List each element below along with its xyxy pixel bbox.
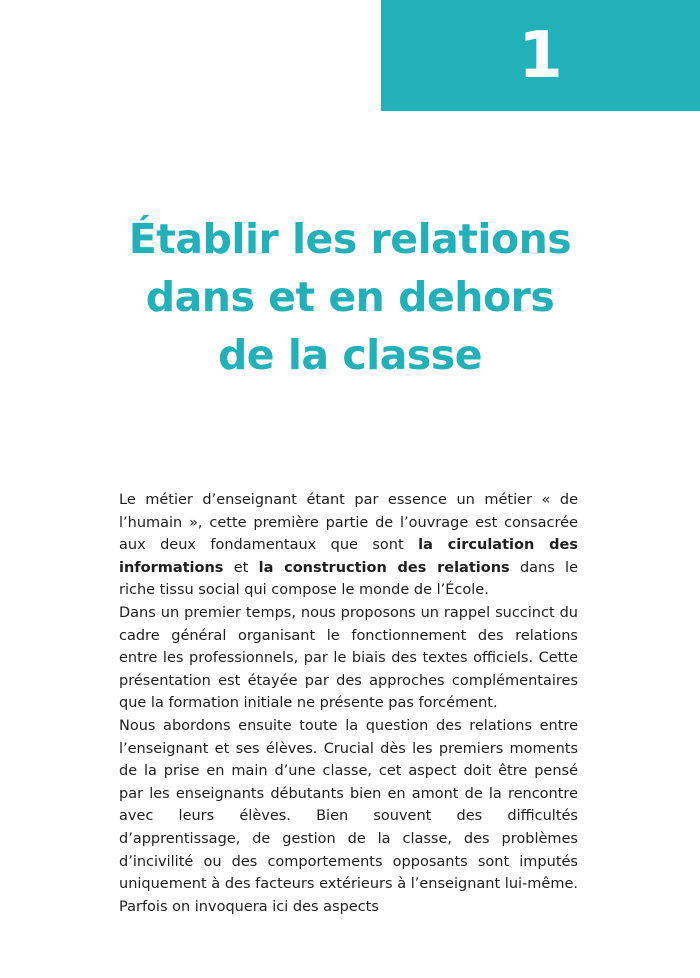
intro-p1-bold-circulation: la circulation des informations <box>119 537 578 576</box>
intro-paragraph-2: Dans un premier temps, nous proposons un rappel succinct du cadre général organisant le fonctionnement des relations entre les professionnels, par le biais des textes officiels. Cette présentation est étayée par des approches complémentaires que la formation initiale ne présente pas forcément. <box>119 604 578 712</box>
intro-p1-text-b: et <box>223 559 259 576</box>
intro-p1-text-a: Le métier d’enseignant étant par essence un métier « de l’humain », cette première partie de l’ouvrage est consacrée aux deux fondamentaux que sont <box>119 492 578 554</box>
chapter-title-line-2: dans et en dehors <box>145 273 555 321</box>
intro-p1-text-c: dans le riche tissu social qui compose le monde de l’École. <box>119 559 579 599</box>
intro-text <box>119 489 578 918</box>
chapter-tab <box>381 0 700 111</box>
chapter-title-line-3: de la classe <box>217 331 483 379</box>
chapter-title <box>60 210 640 384</box>
intro-paragraph-1 <box>119 489 578 602</box>
chapter-number: 1 <box>518 18 563 93</box>
intro-p1-bold-construction: la construction des relations <box>258 559 510 576</box>
intro-paragraph-3: Nous abordons ensuite toute la question des relations entre l’enseignant et ses élèves. Crucial dès les premiers moments de la prise en main d’une classe, cet aspect doit être pensé par les enseignants débutants bien en amont de la rencontre avec leurs élèves. Bien souvent des difficultés d’apprentissage, de gestion de la classe, des problèmes d’incivilité ou des comportements opposants sont imputés uniquement à des facteurs extérieurs à l’enseignant lui-même. Parfois on invoquera ici des aspects <box>119 717 578 915</box>
chapter-title-line-1: Établir les relations <box>128 215 572 263</box>
